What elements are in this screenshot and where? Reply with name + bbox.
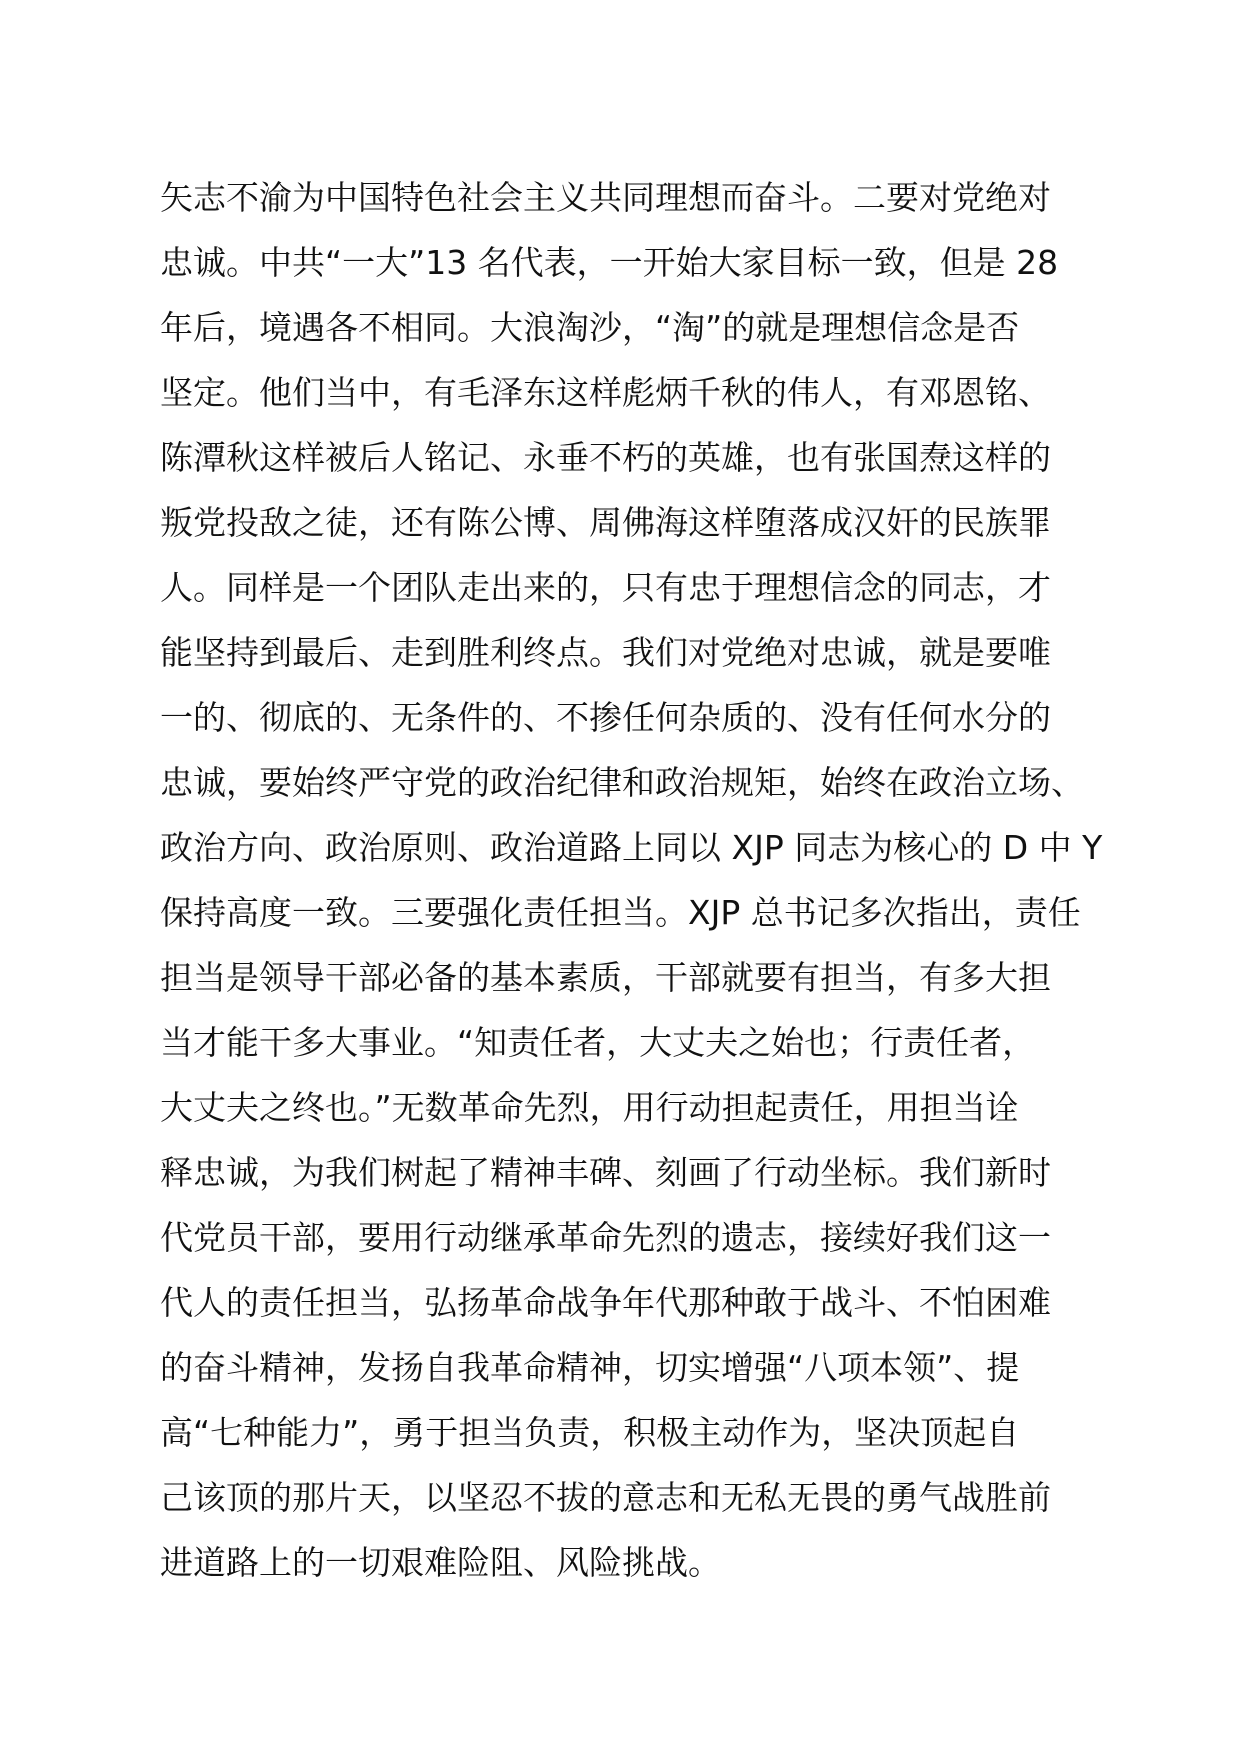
text-line: 代党员干部，要用行动继承革命先烈的遗志，接续好我们这一 [160, 1218, 1051, 1257]
text-line: 政治方向、政治原则、政治道路上同以 XJP 同志为核心的 D 中 Y [160, 828, 1103, 867]
text-line: 代人的责任担当，弘扬革命战争年代那种敢于战斗、不怕困难 [160, 1283, 1051, 1322]
text-line: 担当是领导干部必备的基本素质，干部就要有担当，有多大担 [160, 958, 1051, 997]
text-line: 忠诚。中共“一大”13 名代表，一开始大家目标一致，但是 28 [160, 243, 1059, 282]
text-line: 叛党投敌之徒，还有陈公博、周佛海这样堕落成汉奸的民族罪 [160, 503, 1051, 542]
text-line: 人。同样是一个团队走出来的，只有忠于理想信念的同志，才 [160, 568, 1051, 607]
text-line: 坚定。他们当中，有毛泽东这样彪炳千秋的伟人，有邓恩铭、 [160, 373, 1051, 412]
text-line: 矢志不渝为中国特色社会主义共同理想而奋斗。二要对党绝对 [160, 178, 1051, 217]
text-line: 高“七种能力”，勇于担当负责，积极主动作为，坚决顶起自 [160, 1413, 1020, 1452]
body-paragraph [160, 165, 1120, 1595]
text-line: 陈潭秋这样被后人铭记、永垂不朽的英雄，也有张国焘这样的 [160, 438, 1051, 477]
text-line: 大丈夫之终也。”无数革命先烈，用行动担起责任，用担当诠 [160, 1088, 1019, 1127]
text-line: 保持高度一致。三要强化责任担当。XJP 总书记多次指出，责任 [160, 893, 1081, 932]
text-line: 当才能干多大事业。“知责任者，大丈夫之始也；行责任者， [160, 1023, 1036, 1062]
text-line: 年后，境遇各不相同。大浪淘沙，“淘”的就是理想信念是否 [160, 308, 1020, 347]
text-line: 释忠诚，为我们树起了精神丰碑、刻画了行动坐标。我们新时 [160, 1153, 1051, 1192]
text-line: 的奋斗精神，发扬自我革命精神，切实增强“八项本领”、提 [160, 1348, 1020, 1387]
text-line: 能坚持到最后、走到胜利终点。我们对党绝对忠诚，就是要唯 [160, 633, 1051, 672]
text-line: 进道路上的一切艰难险阻、风险挑战。 [160, 1543, 721, 1582]
text-line: 一的、彻底的、无条件的、不掺任何杂质的、没有任何水分的 [160, 698, 1051, 737]
text-line: 己该顶的那片天，以坚忍不拔的意志和无私无畏的勇气战胜前 [160, 1478, 1051, 1517]
text-line: 忠诚，要始终严守党的政治纪律和政治规矩，始终在政治立场、 [160, 763, 1084, 802]
